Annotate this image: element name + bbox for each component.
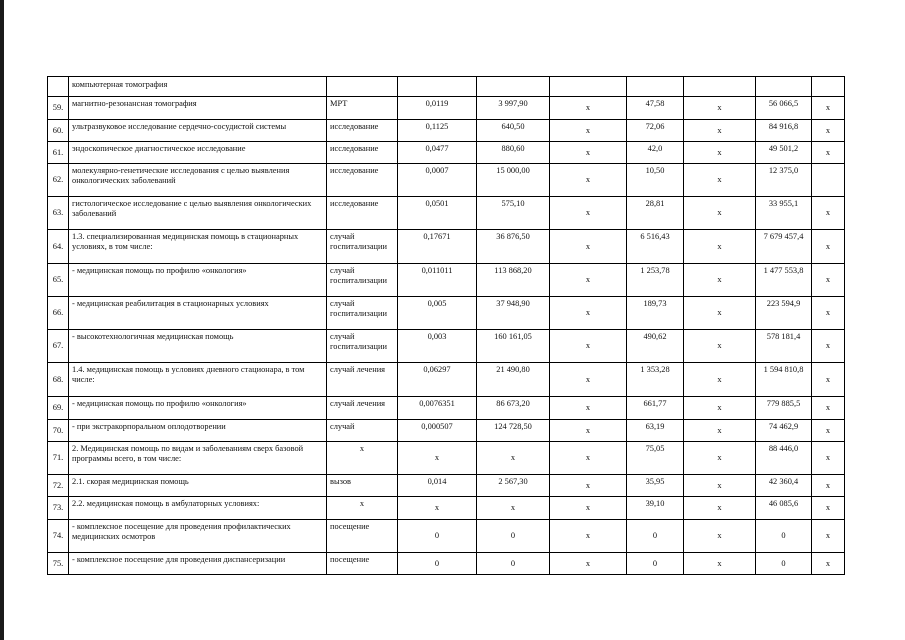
x-cell: х: [812, 297, 845, 330]
row-number-cell: [48, 77, 69, 97]
table-row: [48, 497, 845, 520]
total-cell: 779 885,5: [756, 397, 812, 420]
value-cell: [756, 77, 812, 97]
unit-cell: случай лечения: [327, 397, 398, 420]
total-cell: 84 916,8: [756, 120, 812, 142]
page-edge-shadow: [0, 0, 4, 640]
x-cell: х: [550, 520, 627, 553]
standard-volume-cell: 0,003: [398, 330, 477, 363]
service-name-cell: молекулярно-генетические исследования с целью выявления онкологических заболеваний: [69, 164, 327, 197]
x-cell: х: [550, 230, 627, 264]
total-cell: 42 360,4: [756, 475, 812, 497]
x-cell: х: [684, 197, 756, 230]
service-name-cell: - при экстракорпоральном оплодотворении: [69, 420, 327, 442]
unit-cell: случай госпитализации: [327, 297, 398, 330]
total-cell: 223 594,9: [756, 297, 812, 330]
service-name-cell: 1.3. специализированная медицинская помощь в стационарных условиях, в том числе:: [69, 230, 327, 264]
per-capita-cell: 47,58: [627, 97, 684, 120]
financial-cost-cell: 113 868,20: [477, 264, 550, 297]
x-cell: х: [684, 142, 756, 164]
table-row: [48, 397, 845, 420]
x-cell: х: [812, 197, 845, 230]
x-cell: х: [550, 97, 627, 120]
service-name-cell: - медицинская помощь по профилю «онкология»: [69, 264, 327, 297]
x-cell: х: [550, 363, 627, 397]
per-capita-cell: 42,0: [627, 142, 684, 164]
x-cell: х: [684, 230, 756, 264]
service-name-cell: 2.2. медицинская помощь в амбулаторных условиях:: [69, 497, 327, 520]
per-capita-cell: 63,19: [627, 420, 684, 442]
x-cell: х: [684, 297, 756, 330]
total-cell: 56 066,5: [756, 97, 812, 120]
total-cell: 46 085,6: [756, 497, 812, 520]
x-cell: х: [550, 164, 627, 197]
table-row: [48, 197, 845, 230]
standard-volume-cell: 0: [398, 520, 477, 553]
financial-cost-cell: 86 673,20: [477, 397, 550, 420]
x-cell: х: [684, 475, 756, 497]
unit-cell: посещение: [327, 520, 398, 553]
row-number-cell: 68.: [48, 363, 69, 397]
row-number-cell: 67.: [48, 330, 69, 363]
x-cell: х: [550, 553, 627, 575]
x-cell: х: [550, 142, 627, 164]
service-name-cell: 2. Медицинская помощь по видам и заболеваниям сверх базовой программы всего, в том числе:: [69, 442, 327, 475]
x-cell: х: [684, 553, 756, 575]
financial-cost-cell: 36 876,50: [477, 230, 550, 264]
per-capita-cell: 39,10: [627, 497, 684, 520]
unit-cell: МРТ: [327, 97, 398, 120]
x-cell: х: [812, 442, 845, 475]
unit-cell: вызов: [327, 475, 398, 497]
total-cell: 49 501,2: [756, 142, 812, 164]
x-cell: х: [550, 397, 627, 420]
standard-volume-cell: х: [398, 497, 477, 520]
x-cell: х: [550, 264, 627, 297]
value-cell: [550, 77, 627, 97]
total-cell: 7 679 457,4: [756, 230, 812, 264]
x-cell: х: [684, 420, 756, 442]
financial-cost-cell: 575,10: [477, 197, 550, 230]
financial-cost-cell: х: [477, 497, 550, 520]
standard-volume-cell: 0,17671: [398, 230, 477, 264]
standard-volume-cell: 0,0076351: [398, 397, 477, 420]
unit-cell: х: [327, 497, 398, 520]
x-cell: х: [812, 264, 845, 297]
x-cell: х: [550, 330, 627, 363]
financial-cost-cell: 3 997,90: [477, 97, 550, 120]
row-number-cell: 62.: [48, 164, 69, 197]
value-cell: [812, 77, 845, 97]
total-cell: 0: [756, 520, 812, 553]
x-cell: х: [684, 442, 756, 475]
financial-cost-cell: 124 728,50: [477, 420, 550, 442]
row-number-cell: 73.: [48, 497, 69, 520]
x-cell: х: [812, 363, 845, 397]
unit-cell: исследование: [327, 120, 398, 142]
service-name-cell: эндоскопическое диагностическое исследование: [69, 142, 327, 164]
service-name-cell: гистологическое исследование с целью выявления онкологических заболеваний: [69, 197, 327, 230]
x-cell: х: [812, 397, 845, 420]
x-cell: х: [684, 397, 756, 420]
standard-volume-cell: 0,0477: [398, 142, 477, 164]
service-name-cell: - комплексное посещение для проведения диспансеризации: [69, 553, 327, 575]
x-cell: х: [812, 553, 845, 575]
total-cell: 88 446,0: [756, 442, 812, 475]
x-cell: х: [684, 97, 756, 120]
financial-cost-cell: 160 161,05: [477, 330, 550, 363]
per-capita-cell: 6 516,43: [627, 230, 684, 264]
standard-volume-cell: 0,000507: [398, 420, 477, 442]
tariff-table: [47, 76, 845, 575]
x-cell: х: [550, 420, 627, 442]
x-cell: х: [812, 142, 845, 164]
table-row-continuation: [48, 77, 845, 97]
x-cell: [812, 164, 845, 197]
table-row: [48, 475, 845, 497]
table-row: [48, 553, 845, 575]
row-number-cell: 75.: [48, 553, 69, 575]
standard-volume-cell: 0,1125: [398, 120, 477, 142]
x-cell: х: [684, 264, 756, 297]
row-number-cell: 61.: [48, 142, 69, 164]
per-capita-cell: 35,95: [627, 475, 684, 497]
unit-cell: исследование: [327, 197, 398, 230]
table-row: [48, 363, 845, 397]
table-row: [48, 442, 845, 475]
value-cell: [477, 77, 550, 97]
x-cell: х: [812, 520, 845, 553]
service-name-cell: ультразвуковое исследование сердечно-сосудистой системы: [69, 120, 327, 142]
standard-volume-cell: 0,0007: [398, 164, 477, 197]
total-cell: 1 594 810,8: [756, 363, 812, 397]
row-number-cell: 74.: [48, 520, 69, 553]
per-capita-cell: 1 353,28: [627, 363, 684, 397]
table-row: [48, 264, 845, 297]
per-capita-cell: 490,62: [627, 330, 684, 363]
financial-cost-cell: х: [477, 442, 550, 475]
x-cell: х: [550, 120, 627, 142]
per-capita-cell: 10,50: [627, 164, 684, 197]
total-cell: 33 955,1: [756, 197, 812, 230]
unit-cell: х: [327, 442, 398, 475]
x-cell: х: [812, 120, 845, 142]
unit-cell: случай лечения: [327, 363, 398, 397]
standard-volume-cell: 0,014: [398, 475, 477, 497]
x-cell: х: [812, 497, 845, 520]
unit-cell: случай госпитализации: [327, 230, 398, 264]
financial-cost-cell: 640,50: [477, 120, 550, 142]
value-cell: [398, 77, 477, 97]
x-cell: х: [684, 497, 756, 520]
value-cell: [627, 77, 684, 97]
x-cell: х: [684, 164, 756, 197]
x-cell: х: [684, 120, 756, 142]
x-cell: х: [812, 420, 845, 442]
row-number-cell: 71.: [48, 442, 69, 475]
table-row: [48, 120, 845, 142]
standard-volume-cell: 0,011011: [398, 264, 477, 297]
unit-cell: посещение: [327, 553, 398, 575]
total-cell: 1 477 553,8: [756, 264, 812, 297]
value-cell: [684, 77, 756, 97]
total-cell: 578 181,4: [756, 330, 812, 363]
standard-volume-cell: 0,0501: [398, 197, 477, 230]
per-capita-cell: 0: [627, 553, 684, 575]
service-name-cell: - медицинская помощь по профилю «онкология»: [69, 397, 327, 420]
table-row: [48, 97, 845, 120]
service-name-cell: компьютерная томография: [69, 77, 327, 97]
row-number-cell: 63.: [48, 197, 69, 230]
table-row: [48, 330, 845, 363]
x-cell: х: [812, 475, 845, 497]
unit-cell: случай госпитализации: [327, 330, 398, 363]
service-name-cell: - медицинская реабилитация в стационарных условиях: [69, 297, 327, 330]
per-capita-cell: 72,06: [627, 120, 684, 142]
standard-volume-cell: 0,0119: [398, 97, 477, 120]
row-number-cell: 65.: [48, 264, 69, 297]
x-cell: х: [812, 97, 845, 120]
table-row: [48, 142, 845, 164]
row-number-cell: 70.: [48, 420, 69, 442]
unit-cell: [327, 77, 398, 97]
total-cell: 0: [756, 553, 812, 575]
total-cell: 12 375,0: [756, 164, 812, 197]
unit-cell: исследование: [327, 142, 398, 164]
financial-cost-cell: 880,60: [477, 142, 550, 164]
service-name-cell: 2.1. скорая медицинская помощь: [69, 475, 327, 497]
x-cell: х: [684, 520, 756, 553]
service-name-cell: - высокотехнологичная медицинская помощь: [69, 330, 327, 363]
financial-cost-cell: 0: [477, 520, 550, 553]
financial-cost-cell: 2 567,30: [477, 475, 550, 497]
row-number-cell: 66.: [48, 297, 69, 330]
total-cell: 74 462,9: [756, 420, 812, 442]
per-capita-cell: 28,81: [627, 197, 684, 230]
per-capita-cell: 0: [627, 520, 684, 553]
x-cell: х: [550, 197, 627, 230]
x-cell: х: [812, 330, 845, 363]
x-cell: х: [812, 230, 845, 264]
financial-cost-cell: 21 490,80: [477, 363, 550, 397]
table-row: [48, 420, 845, 442]
row-number-cell: 59.: [48, 97, 69, 120]
x-cell: х: [684, 363, 756, 397]
per-capita-cell: 661,77: [627, 397, 684, 420]
x-cell: х: [550, 297, 627, 330]
unit-cell: случай госпитализации: [327, 264, 398, 297]
row-number-cell: 69.: [48, 397, 69, 420]
x-cell: х: [550, 442, 627, 475]
row-number-cell: 60.: [48, 120, 69, 142]
financial-cost-cell: 15 000,00: [477, 164, 550, 197]
per-capita-cell: 1 253,78: [627, 264, 684, 297]
standard-volume-cell: 0,005: [398, 297, 477, 330]
row-number-cell: 72.: [48, 475, 69, 497]
x-cell: х: [684, 330, 756, 363]
x-cell: х: [550, 475, 627, 497]
table-row: [48, 297, 845, 330]
standard-volume-cell: 0,06297: [398, 363, 477, 397]
per-capita-cell: 75,05: [627, 442, 684, 475]
table-row: [48, 164, 845, 197]
service-name-cell: - комплексное посещение для проведения профилактических медицинских осмотров: [69, 520, 327, 553]
unit-cell: случай: [327, 420, 398, 442]
table-row: [48, 230, 845, 264]
table-row: [48, 520, 845, 553]
unit-cell: исследование: [327, 164, 398, 197]
standard-volume-cell: х: [398, 442, 477, 475]
standard-volume-cell: 0: [398, 553, 477, 575]
per-capita-cell: 189,73: [627, 297, 684, 330]
service-name-cell: магнитно-резонансная томография: [69, 97, 327, 120]
service-name-cell: 1.4. медицинская помощь в условиях дневного стационара, в том числе:: [69, 363, 327, 397]
financial-cost-cell: 37 948,90: [477, 297, 550, 330]
x-cell: х: [550, 497, 627, 520]
financial-cost-cell: 0: [477, 553, 550, 575]
row-number-cell: 64.: [48, 230, 69, 264]
